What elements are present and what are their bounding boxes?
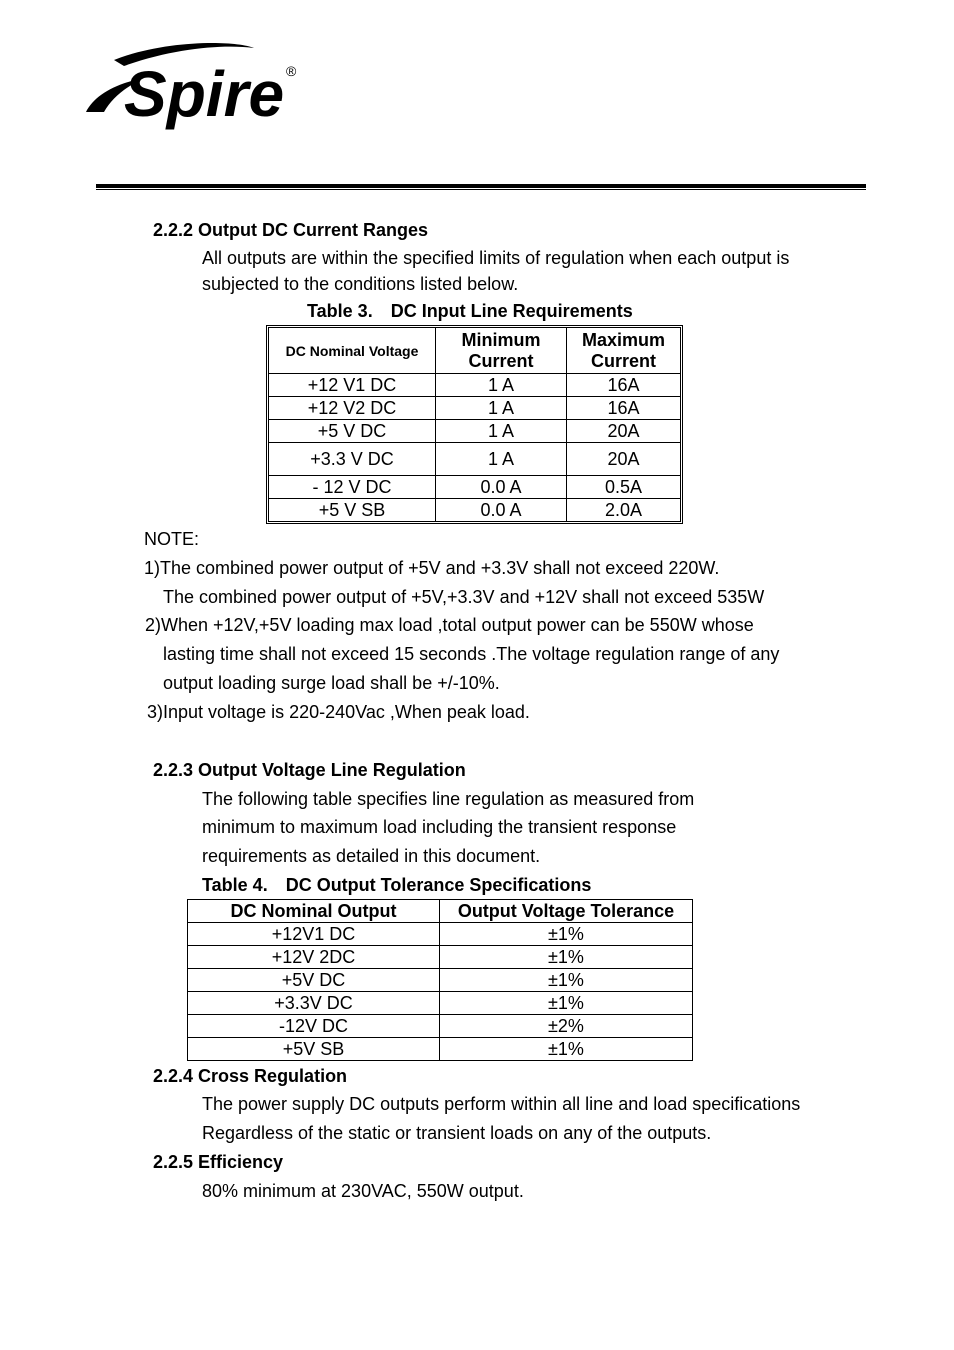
section-heading-225: 2.2.5 Efficiency <box>153 1152 284 1172</box>
table-header-cell: DC Nominal Voltage <box>269 328 436 374</box>
note-line: output loading surge load shall be +/-10%. <box>163 673 500 693</box>
section-223-line-1: The following table specifies line regulation as measured from <box>202 789 695 809</box>
table-cell: +5V SB <box>188 1038 440 1061</box>
note-label: NOTE: <box>144 529 200 549</box>
table-cell: +12 V1 DC <box>269 374 436 397</box>
table-row <box>188 923 693 946</box>
table-cell: 2.0A <box>567 499 681 522</box>
table-cell: 0.0 A <box>436 476 567 499</box>
table-cell: 0.0 A <box>436 499 567 522</box>
table-cell: 1 A <box>436 420 567 443</box>
table-header-cell: DC Nominal Output <box>188 900 440 923</box>
header-rule <box>96 184 866 188</box>
table-cell: ±1% <box>440 923 693 946</box>
table-cell: 20A <box>567 420 681 443</box>
table-cell: +5 V DC <box>269 420 436 443</box>
table-row <box>269 443 681 476</box>
table-cell: +3.3V DC <box>188 992 440 1015</box>
section-225-line-1: 80% minimum at 230VAC, 550W output. <box>202 1181 524 1201</box>
table-cell: +12 V2 DC <box>269 397 436 420</box>
table-cell: 16A <box>567 374 681 397</box>
section-heading-222: 2.2.2 Output DC Current Ranges <box>153 220 429 240</box>
header-rule-thin <box>96 189 866 190</box>
spire-logo <box>84 40 304 132</box>
section-heading-223: 2.2.3 Output Voltage Line Regulation <box>153 760 466 780</box>
table-cell: +5V DC <box>188 969 440 992</box>
table-3-caption: Table 3. DC Input Line Requirements <box>307 301 633 321</box>
table-4-caption: Table 4. DC Output Tolerance Specifications <box>202 875 592 895</box>
table-cell: +3.3 V DC <box>269 443 436 476</box>
table-row <box>269 499 681 522</box>
logo-swoosh-icon <box>84 40 304 132</box>
table-row <box>188 1038 693 1061</box>
table-row <box>188 969 693 992</box>
note-line: 3)Input voltage is 220-240Vac ,When peak load. <box>147 702 530 722</box>
table-row <box>269 476 681 499</box>
table-row <box>188 900 693 923</box>
table-cell: -12V DC <box>188 1015 440 1038</box>
table-cell: +12V1 DC <box>188 923 440 946</box>
table-cell: 1 A <box>436 443 567 476</box>
table-cell: 1 A <box>436 397 567 420</box>
header-max-label: Maximum <box>581 329 666 350</box>
section-heading-224: 2.2.4 Cross Regulation <box>153 1066 348 1086</box>
table-row <box>269 374 681 397</box>
table-row <box>188 992 693 1015</box>
header-max-label-2: Current <box>590 350 656 371</box>
svg-text:Spire: Spire <box>124 58 285 130</box>
table-cell: ±1% <box>440 946 693 969</box>
table-header-cell <box>436 328 567 374</box>
table-cell: 16A <box>567 397 681 420</box>
table-cell: ±2% <box>440 1015 693 1038</box>
note-line: lasting time shall not exceed 15 seconds .The voltage regulation range of any <box>163 644 780 664</box>
note-line: 2)When +12V,+5V loading max load ,total output power can be 550W whose <box>145 615 754 635</box>
section-224-line-1: The power supply DC outputs perform within all line and load specifications <box>202 1094 801 1114</box>
section-222-line-2: subjected to the conditions listed below. <box>202 274 519 294</box>
table-cell: ±1% <box>440 1038 693 1061</box>
section-224-line-2: Regardless of the static or transient loads on any of the outputs. <box>202 1123 712 1143</box>
header-min-label: Minimum <box>461 329 541 350</box>
section-223-line-3: requirements as detailed in this document. <box>202 846 541 866</box>
table-cell: +5 V SB <box>269 499 436 522</box>
table-cell: +12V 2DC <box>188 946 440 969</box>
note-line: 1)The combined power output of +5V and +3.3V shall not exceed 220W. <box>144 558 720 578</box>
table-cell: 1 A <box>436 374 567 397</box>
table-3-frame <box>266 325 683 524</box>
table-3 <box>268 327 681 522</box>
table-header-cell: Output Voltage Tolerance <box>440 900 693 923</box>
table-4 <box>187 899 693 1061</box>
table-header-cell <box>567 328 681 374</box>
table-cell: ±1% <box>440 992 693 1015</box>
section-223-line-2: minimum to maximum load including the transient response <box>202 817 677 837</box>
table-row <box>269 397 681 420</box>
note-line: The combined power output of +5V,+3.3V and +12V shall not exceed 535W <box>163 587 765 607</box>
table-cell: 20A <box>567 443 681 476</box>
header-min-label-2: Current <box>468 350 534 371</box>
table-row <box>269 328 681 374</box>
table-cell: - 12 V DC <box>269 476 436 499</box>
table-cell: 0.5A <box>567 476 681 499</box>
section-222-line-1: All outputs are within the specified limits of regulation when each output is <box>202 248 790 268</box>
table-row <box>269 420 681 443</box>
table-row <box>188 946 693 969</box>
table-cell: ±1% <box>440 969 693 992</box>
table-row <box>188 1015 693 1038</box>
svg-text:®: ® <box>286 63 297 79</box>
